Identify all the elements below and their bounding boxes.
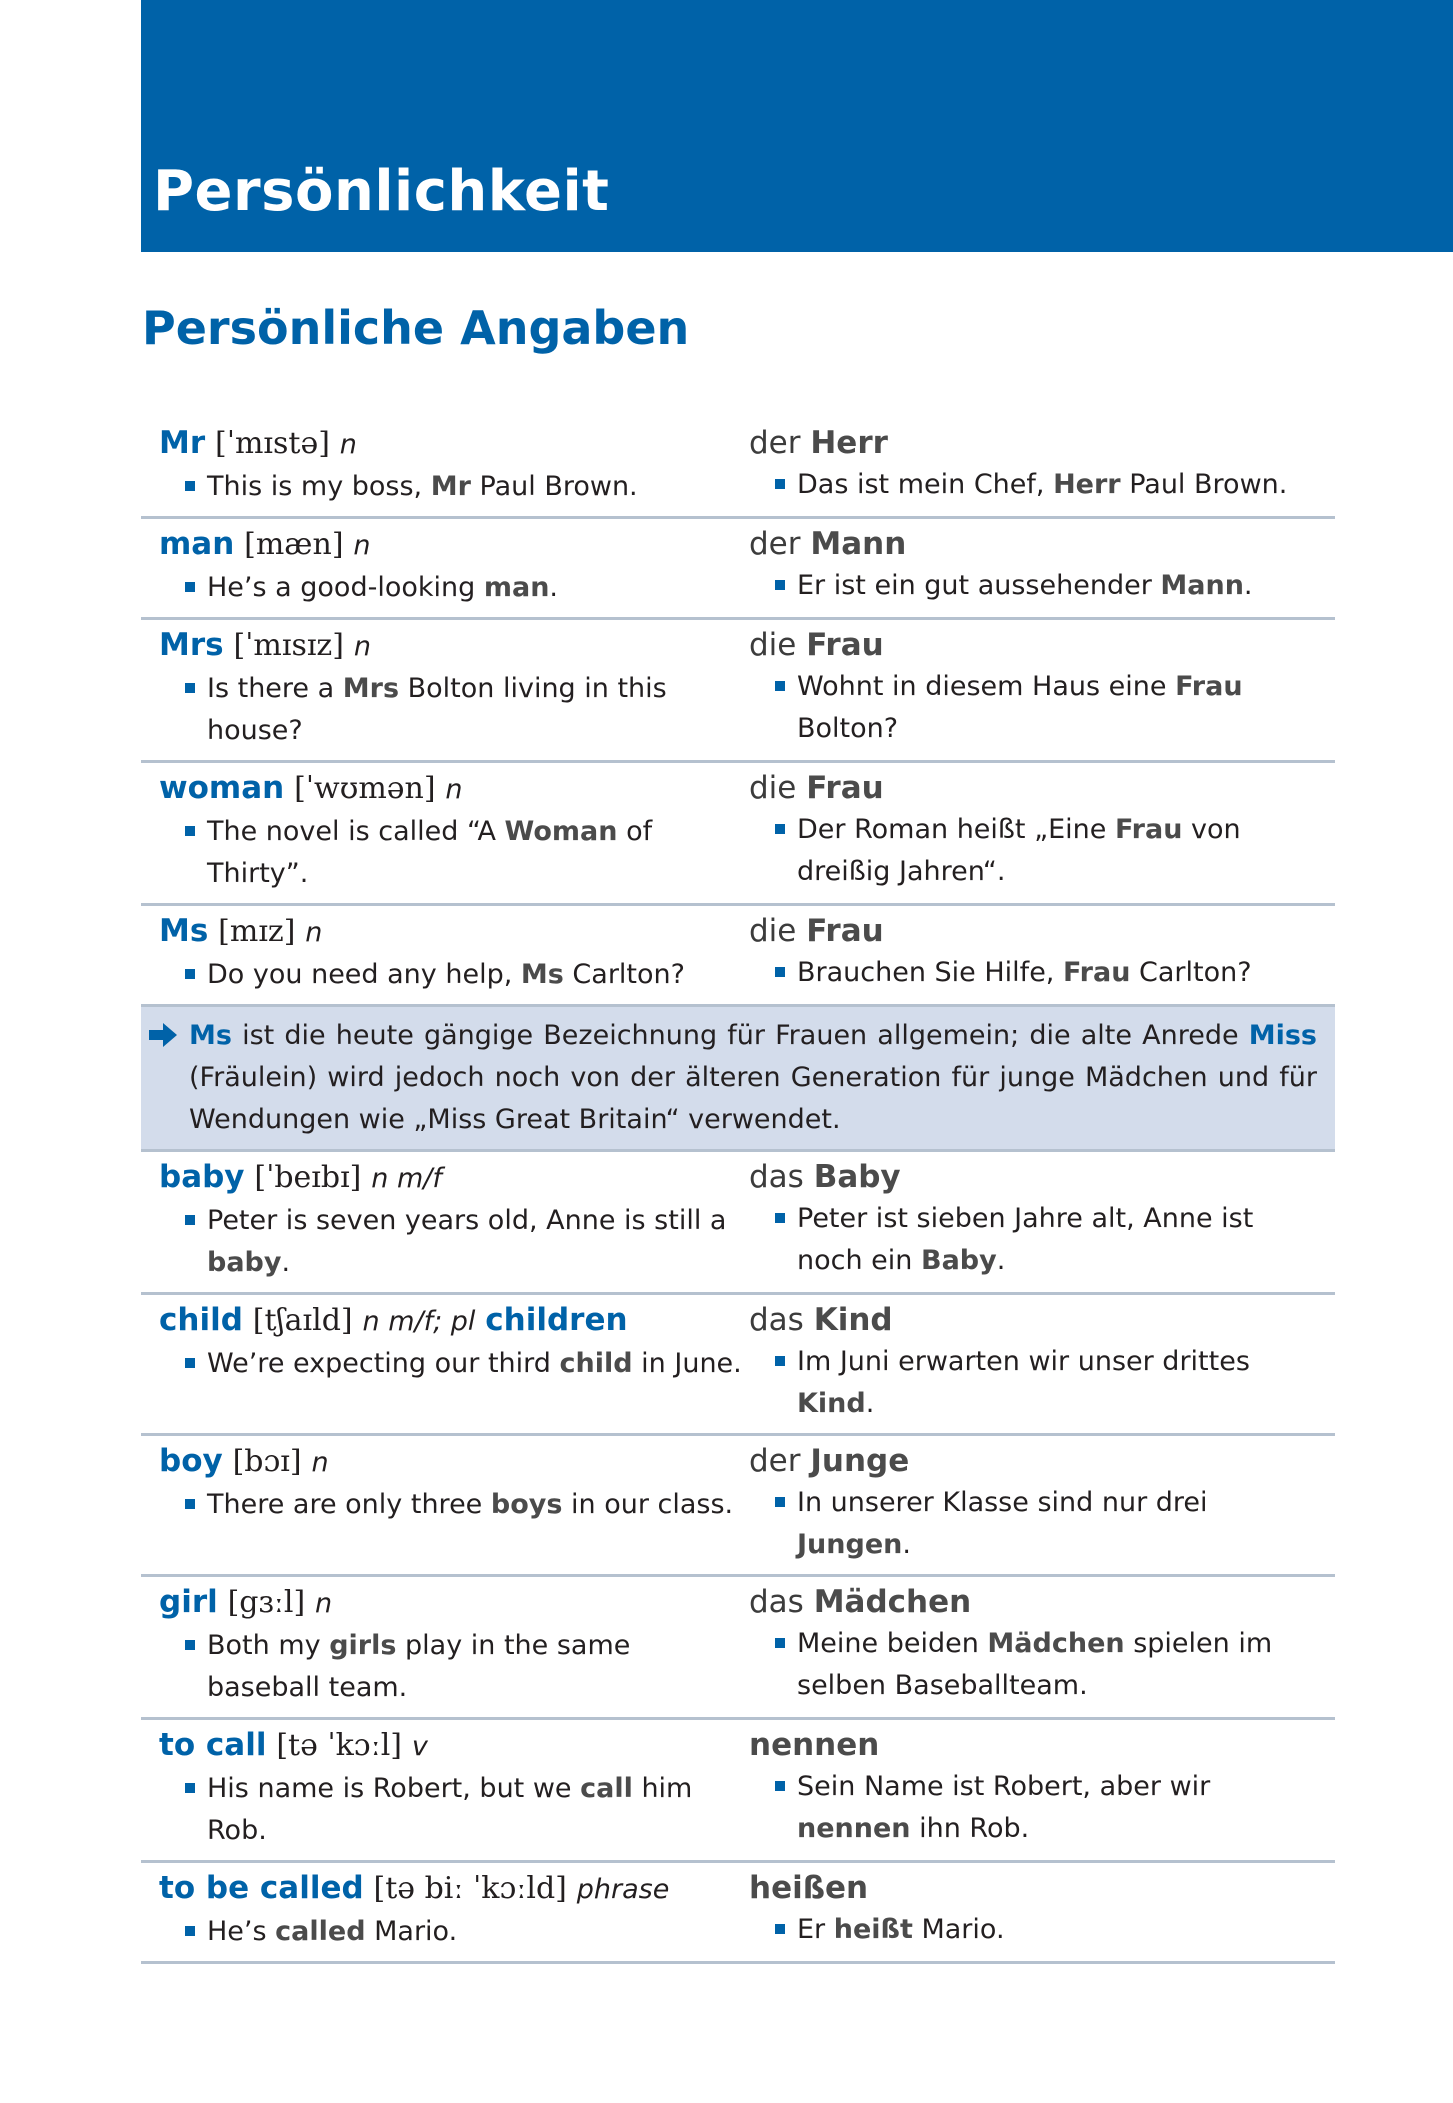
bullet-icon xyxy=(185,582,195,592)
bullet-icon xyxy=(185,1358,195,1368)
english-column xyxy=(141,1156,749,1284)
english-headline xyxy=(159,1867,749,1911)
pronunciation: [mæn] xyxy=(244,527,344,562)
german-example xyxy=(749,1766,1321,1850)
example-keyword: Frau xyxy=(1175,671,1243,702)
bullet-icon xyxy=(775,824,785,834)
german-headline xyxy=(749,624,1321,666)
example-text: Peter is seven years old, Anne is still a xyxy=(207,1205,727,1236)
pronunciation: [ˈwʊmən] xyxy=(294,771,436,806)
headword: Mrs xyxy=(159,627,224,663)
german-column xyxy=(749,1724,1335,1852)
part-of-speech: n xyxy=(353,530,371,561)
example-keyword: heißt xyxy=(833,1914,913,1945)
german-headword: Frau xyxy=(806,770,884,806)
german-headword: Baby xyxy=(813,1159,901,1195)
bullet-icon xyxy=(185,481,195,491)
example-keyword: Jungen xyxy=(797,1529,903,1560)
example-text: . xyxy=(996,1245,1006,1276)
example-keyword: Ms xyxy=(520,959,564,990)
german-headline xyxy=(749,767,1321,809)
german-column xyxy=(749,1581,1335,1709)
english-example xyxy=(159,1911,749,1953)
pronunciation: [tə ˈkɔːl] xyxy=(276,1728,403,1763)
arrow-right-icon xyxy=(147,1021,179,1049)
entry-group xyxy=(141,418,1335,1007)
chapter-title: Persönlichkeit xyxy=(153,159,610,224)
example-keyword: Frau xyxy=(1114,814,1183,845)
english-column xyxy=(141,1867,749,1953)
pronunciation: [tʃaɪld] xyxy=(252,1303,353,1338)
english-example xyxy=(159,1768,749,1852)
example-text: Meine beiden xyxy=(797,1628,988,1659)
example-text: Do you need any help, xyxy=(207,959,521,990)
example-keyword: baby xyxy=(207,1247,282,1278)
headword: Mr xyxy=(159,425,206,461)
english-headline xyxy=(159,523,749,567)
german-headline xyxy=(749,1440,1321,1482)
pronunciation: [gɜːl] xyxy=(227,1585,306,1620)
german-headline xyxy=(749,1724,1321,1766)
vocab-table xyxy=(141,418,1335,1964)
example-text: him Rob. xyxy=(207,1773,693,1846)
headword: to call xyxy=(159,1727,267,1763)
english-column xyxy=(141,1299,749,1425)
example-text: We’re expecting our third xyxy=(207,1348,560,1379)
bullet-icon xyxy=(185,1640,195,1650)
english-headline xyxy=(159,1156,749,1200)
german-column xyxy=(749,1156,1335,1284)
part-of-speech: n xyxy=(315,1588,333,1619)
german-headline xyxy=(749,1156,1321,1198)
german-column xyxy=(749,767,1335,895)
example-text: Bolton? xyxy=(797,713,899,744)
part-of-speech: phrase xyxy=(576,1874,670,1905)
part-of-speech: n xyxy=(311,1447,329,1478)
german-example xyxy=(749,1341,1321,1425)
english-example xyxy=(159,466,749,508)
bullet-icon xyxy=(775,1497,785,1507)
german-headword: Herr xyxy=(810,425,888,461)
bullet-icon xyxy=(775,580,785,590)
english-column xyxy=(141,1440,749,1566)
example-text: Bolton living in this house? xyxy=(207,673,667,746)
bullet-icon xyxy=(185,1783,195,1793)
example-keyword: Woman xyxy=(504,816,618,847)
example-text: spielen im selben Baseballteam. xyxy=(797,1628,1273,1701)
bullet-icon xyxy=(775,967,785,977)
entry-row xyxy=(141,418,1335,519)
german-column xyxy=(749,1440,1335,1566)
bullet-icon xyxy=(775,1356,785,1366)
bullet-icon xyxy=(775,1638,785,1648)
example-text: Das ist mein Chef, xyxy=(797,469,1054,500)
english-example xyxy=(159,954,749,996)
example-text: Paul Brown. xyxy=(1120,469,1288,500)
bullet-icon xyxy=(185,1926,195,1936)
german-headline xyxy=(749,910,1321,952)
bullet-icon xyxy=(775,1213,785,1223)
english-example xyxy=(159,1343,749,1385)
english-headline xyxy=(159,624,749,668)
example-text: Brauchen Sie Hilfe, xyxy=(797,957,1063,988)
plural-form: children xyxy=(485,1302,628,1338)
example-text: Wohnt in diesem Haus eine xyxy=(797,671,1176,702)
example-keyword: Mann xyxy=(1160,570,1244,601)
entry-row xyxy=(141,519,1335,620)
usage-note xyxy=(141,1007,1335,1152)
example-text: Mario. xyxy=(365,1916,458,1947)
example-keyword: Herr xyxy=(1053,469,1121,500)
example-text: In unserer Klasse sind nur drei xyxy=(797,1487,1208,1518)
german-article: die xyxy=(749,913,797,949)
german-example xyxy=(749,464,1321,506)
example-text: Er xyxy=(797,1914,834,1945)
german-example xyxy=(749,1909,1321,1951)
entry-row xyxy=(141,620,1335,763)
german-article: der xyxy=(749,526,801,562)
german-article: die xyxy=(749,770,797,806)
example-text: . xyxy=(865,1388,875,1419)
german-headline xyxy=(749,1299,1321,1341)
example-text: Carlton? xyxy=(563,959,685,990)
section-title: Persönliche Angaben xyxy=(142,301,690,355)
german-headword: nennen xyxy=(749,1727,880,1763)
bullet-icon xyxy=(185,969,195,979)
example-keyword: Mr xyxy=(430,471,471,502)
entry-row xyxy=(141,906,1335,1007)
example-text: Carlton? xyxy=(1130,957,1252,988)
entry-group xyxy=(141,1152,1335,1964)
english-column xyxy=(141,624,749,752)
note-keyword: Ms xyxy=(189,1020,232,1051)
example-keyword: Kind xyxy=(797,1388,866,1419)
german-headword: Mädchen xyxy=(813,1584,972,1620)
bullet-icon xyxy=(775,681,785,691)
example-text: He’s a good-looking xyxy=(207,572,484,603)
german-headword: heißen xyxy=(749,1870,869,1906)
example-text: in our class. xyxy=(562,1489,734,1520)
example-text: Im Juni erwarten wir unser drittes xyxy=(797,1346,1250,1377)
german-column xyxy=(749,523,1335,609)
part-of-speech: n xyxy=(339,429,357,460)
entry-row xyxy=(141,1436,1335,1577)
usage-note-text xyxy=(189,1020,1317,1135)
example-text: There are only three xyxy=(207,1489,491,1520)
german-headword: Mann xyxy=(810,526,907,562)
german-article: der xyxy=(749,425,801,461)
german-example xyxy=(749,809,1321,893)
german-example xyxy=(749,1198,1321,1282)
headword: Ms xyxy=(159,913,209,949)
example-text: Er ist ein gut aussehender xyxy=(797,570,1161,601)
headword: woman xyxy=(159,770,285,806)
english-example xyxy=(159,1625,749,1709)
german-article: das xyxy=(749,1584,804,1620)
english-headline xyxy=(159,1299,749,1343)
headword: girl xyxy=(159,1584,218,1620)
bullet-icon xyxy=(185,826,195,836)
example-keyword: nennen xyxy=(797,1813,911,1844)
pronunciation: [ˈbeɪbɪ] xyxy=(254,1160,362,1195)
part-of-speech: n m/f; pl xyxy=(362,1306,476,1337)
english-headline xyxy=(159,1724,749,1768)
example-text: Is there a xyxy=(207,673,343,704)
german-headline xyxy=(749,1867,1321,1909)
example-keyword: Mädchen xyxy=(987,1628,1125,1659)
example-text: Paul Brown. xyxy=(470,471,638,502)
example-text: . xyxy=(281,1247,291,1278)
english-headline xyxy=(159,422,749,466)
note-text-part: (Fräulein) wird jedoch noch von der älteren Generation für junge Mädchen und für Wendungen wie „Miss Great Britain“ verwendet. xyxy=(189,1062,1317,1135)
german-article: das xyxy=(749,1159,804,1195)
english-example xyxy=(159,1484,749,1526)
english-example xyxy=(159,811,749,895)
pronunciation: [ˈmɪsɪz] xyxy=(233,628,344,663)
part-of-speech: n m/f xyxy=(371,1163,442,1194)
example-text: His name is Robert, but we xyxy=(207,1773,581,1804)
example-text: in June. xyxy=(632,1348,742,1379)
example-keyword: Frau xyxy=(1062,957,1131,988)
example-keyword: call xyxy=(580,1773,633,1804)
german-example xyxy=(749,952,1321,994)
part-of-speech: n xyxy=(445,774,463,805)
english-example xyxy=(159,567,749,609)
german-headline xyxy=(749,422,1321,464)
pronunciation: [bɔɪ] xyxy=(232,1444,302,1479)
german-article: das xyxy=(749,1302,804,1338)
part-of-speech: n xyxy=(353,631,371,662)
bullet-icon xyxy=(775,479,785,489)
entry-row xyxy=(141,1577,1335,1720)
english-column xyxy=(141,523,749,609)
part-of-speech: n xyxy=(305,917,323,948)
german-example xyxy=(749,666,1321,750)
german-column xyxy=(749,910,1335,996)
example-text: Mario. xyxy=(912,1914,1005,1945)
note-keyword: Miss xyxy=(1248,1020,1317,1051)
bullet-icon xyxy=(185,1499,195,1509)
pronunciation: [tə biː ˈkɔːld] xyxy=(373,1871,567,1906)
german-headline xyxy=(749,1581,1321,1623)
english-headline xyxy=(159,910,749,954)
english-column xyxy=(141,767,749,895)
example-text: This is my boss, xyxy=(207,471,431,502)
example-keyword: boys xyxy=(490,1489,563,1520)
headword: baby xyxy=(159,1159,245,1195)
german-headline xyxy=(749,523,1321,565)
english-headline xyxy=(159,767,749,811)
german-column xyxy=(749,1867,1335,1953)
part-of-speech: v xyxy=(411,1731,428,1762)
entry-row xyxy=(141,1863,1335,1964)
example-text: The novel is called “A xyxy=(207,816,505,847)
headword: boy xyxy=(159,1443,223,1479)
example-keyword: Mrs xyxy=(342,673,400,704)
bullet-icon xyxy=(775,1924,785,1934)
english-headline xyxy=(159,1440,749,1484)
example-text: Sein Name ist Robert, aber wir xyxy=(797,1771,1211,1802)
german-example xyxy=(749,565,1321,607)
example-keyword: girls xyxy=(329,1630,397,1661)
example-keyword: Baby xyxy=(920,1245,997,1276)
entry-row xyxy=(141,1720,1335,1863)
english-column xyxy=(141,910,749,996)
entry-row xyxy=(141,1295,1335,1436)
german-headword: Frau xyxy=(806,913,884,949)
example-text: ihn Rob. xyxy=(910,1813,1030,1844)
example-text: of Thirty”. xyxy=(207,816,653,889)
example-text: . xyxy=(549,572,559,603)
bullet-icon xyxy=(185,683,195,693)
german-headword: Frau xyxy=(806,627,884,663)
entry-row xyxy=(141,1152,1335,1295)
german-example xyxy=(749,1482,1321,1566)
german-article: die xyxy=(749,627,797,663)
english-column xyxy=(141,422,749,508)
german-column xyxy=(749,422,1335,508)
example-text: Both my xyxy=(207,1630,330,1661)
example-text: play in the same baseball team. xyxy=(207,1630,631,1703)
german-article: der xyxy=(749,1443,801,1479)
bullet-icon xyxy=(775,1781,785,1791)
example-keyword: called xyxy=(275,1916,366,1947)
pronunciation: [ˈmɪstə] xyxy=(215,426,330,461)
english-column xyxy=(141,1724,749,1852)
example-text: Der Roman heißt „Eine xyxy=(797,814,1115,845)
german-column xyxy=(749,624,1335,752)
german-column xyxy=(749,1299,1335,1425)
english-column xyxy=(141,1581,749,1709)
entry-row xyxy=(141,763,1335,906)
english-example xyxy=(159,1200,749,1284)
example-keyword: child xyxy=(559,1348,633,1379)
english-headline xyxy=(159,1581,749,1625)
example-text: von dreißig Jahren“. xyxy=(797,814,1241,887)
german-headword: Kind xyxy=(813,1302,893,1338)
headword: man xyxy=(159,526,235,562)
bullet-icon xyxy=(185,1215,195,1225)
headword: child xyxy=(159,1302,243,1338)
note-text-part: ist die heute gängige Bezeichnung für Frauen allgemein; die alte Anrede xyxy=(231,1020,1249,1051)
example-text: . xyxy=(1243,570,1253,601)
example-text: . xyxy=(902,1529,911,1560)
english-example xyxy=(159,668,749,752)
headword: to be called xyxy=(159,1870,364,1906)
german-headword: Junge xyxy=(810,1443,910,1479)
german-example xyxy=(749,1623,1321,1707)
example-text: He’s xyxy=(207,1916,276,1947)
example-text: Peter ist sieben Jahre alt, Anne ist noch ein xyxy=(797,1203,1254,1276)
pronunciation: [mɪz] xyxy=(218,914,296,949)
example-keyword: man xyxy=(483,572,550,603)
